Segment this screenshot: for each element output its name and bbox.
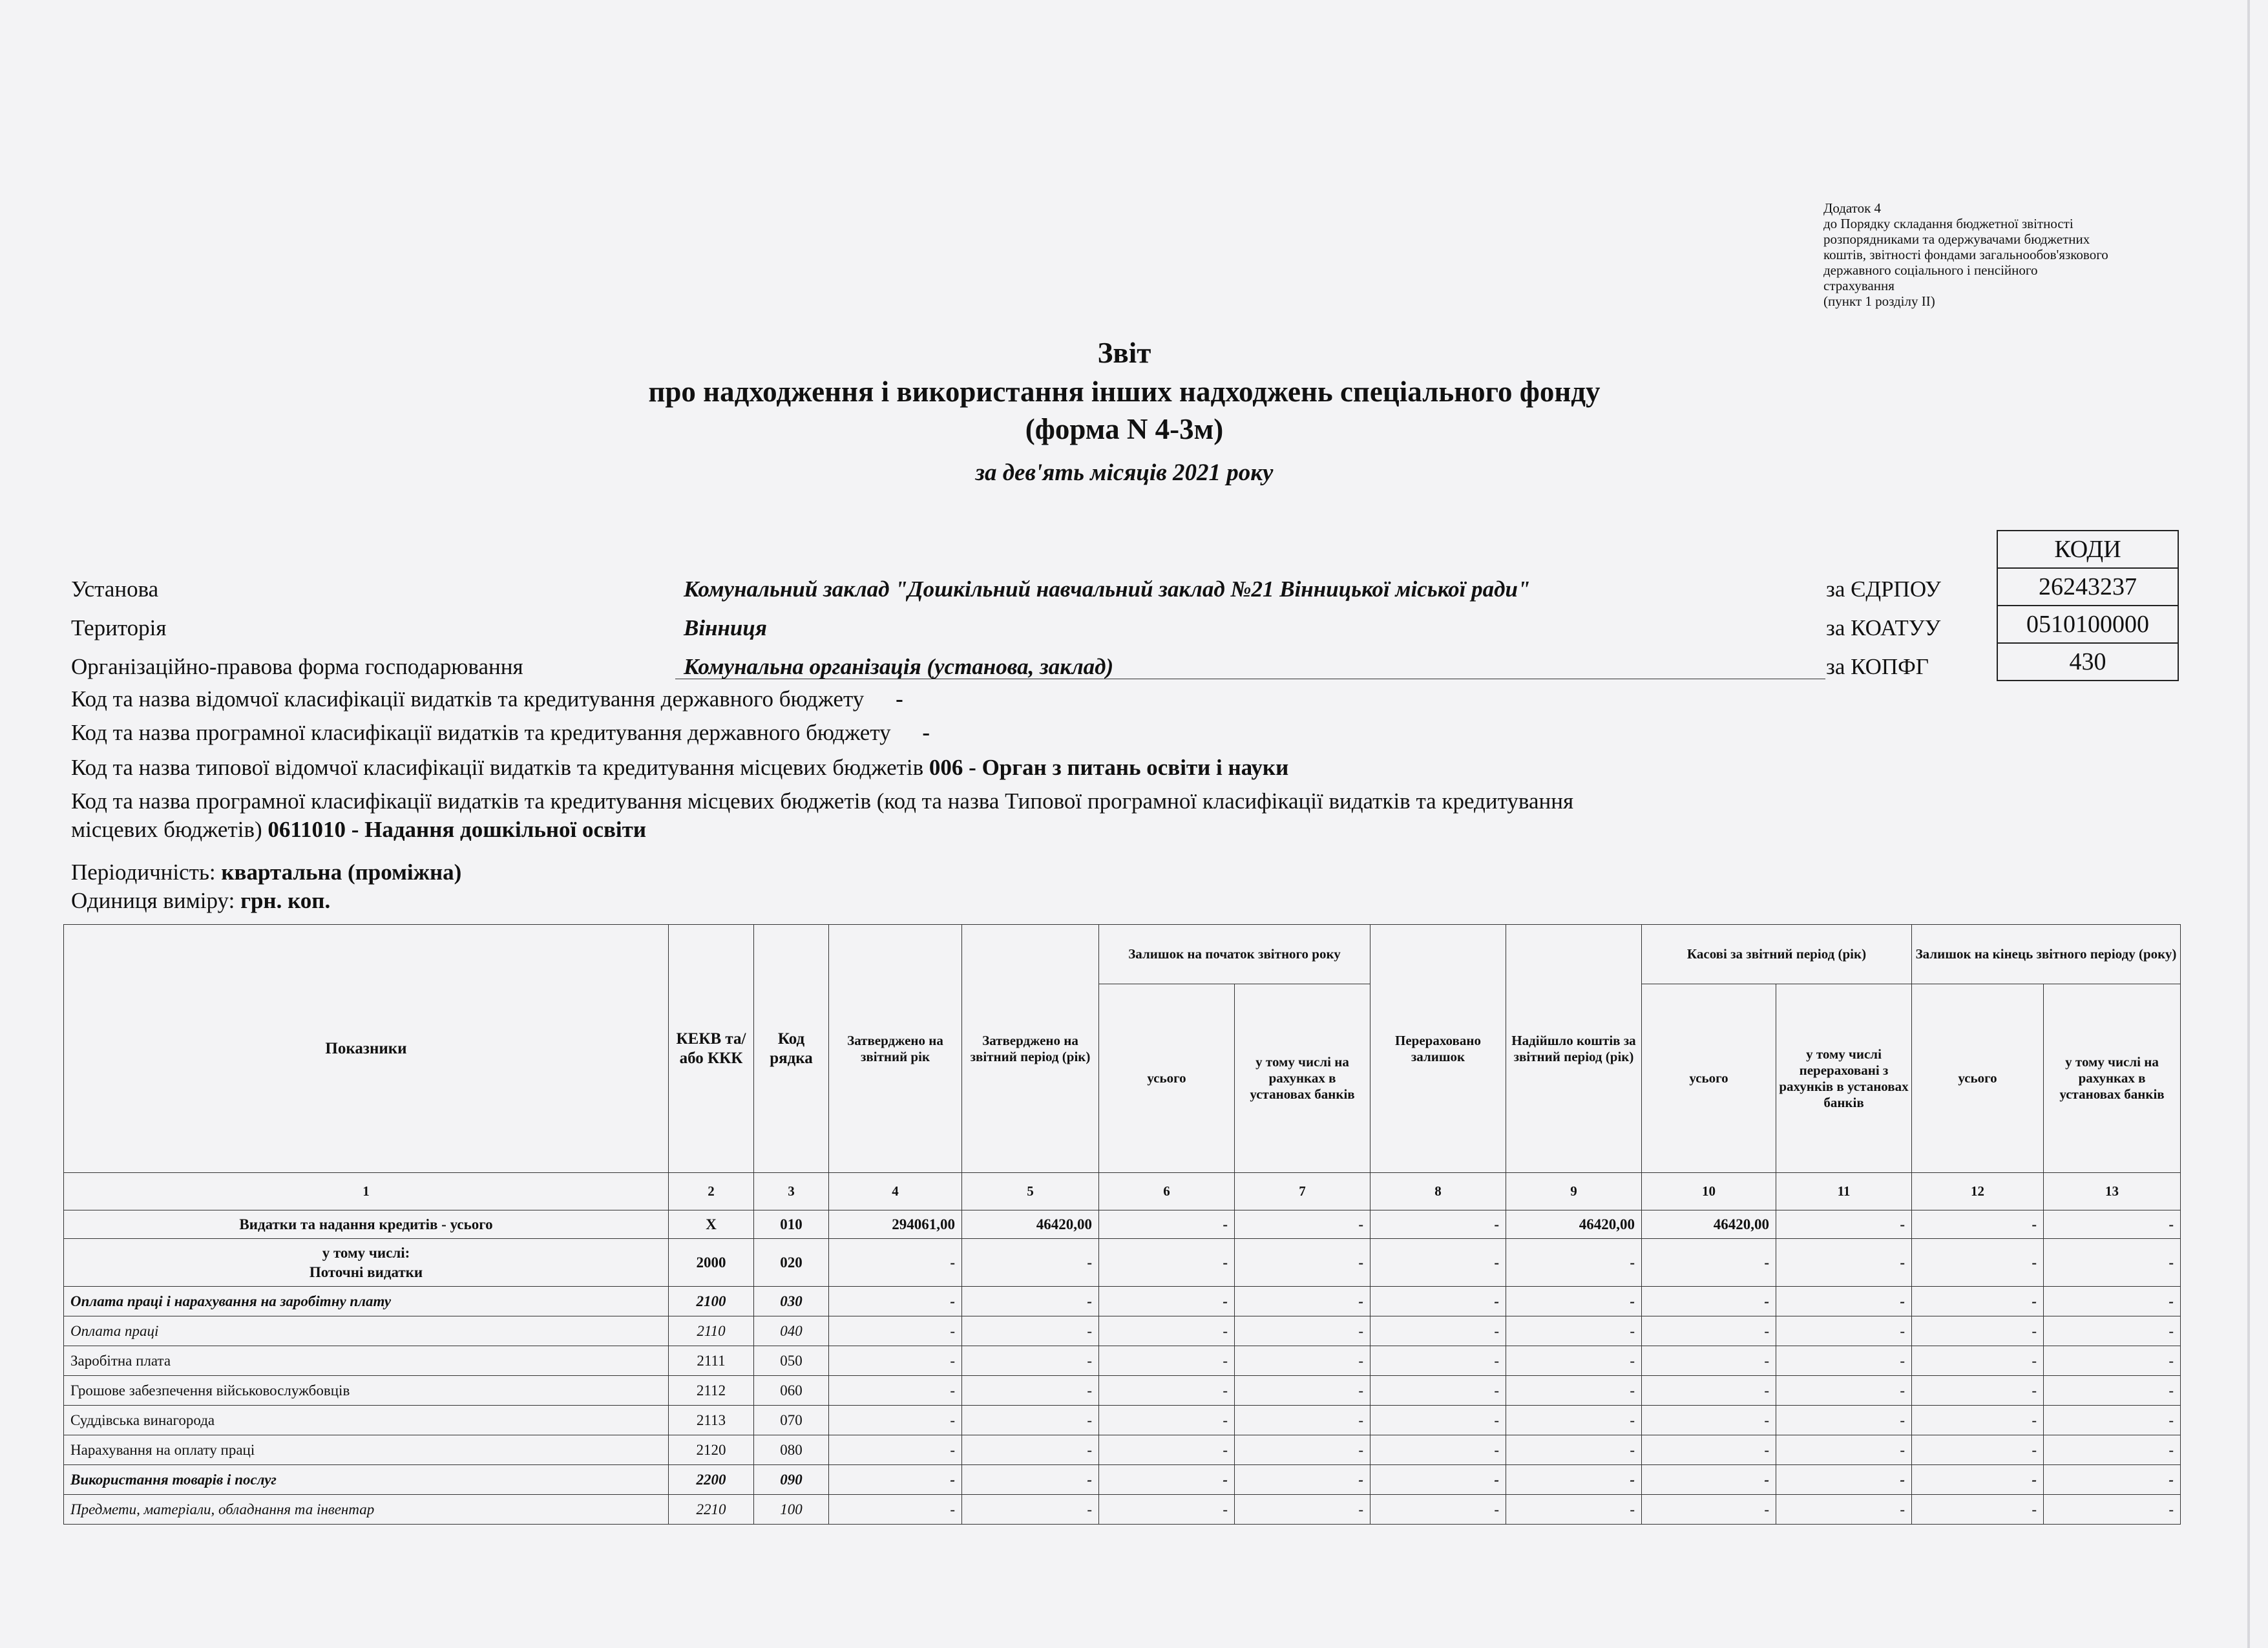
cell-c4: -	[829, 1435, 962, 1465]
cell-c11: -	[1776, 1406, 1912, 1435]
cell-c10: -	[1642, 1239, 1776, 1287]
local-prog-label-1: Код та назва програмної класифікації видатків та кредитування місцевих бюджетів (код та назва Типової програмної класифікації видатків та кредитування	[71, 788, 1574, 814]
cell-c8: -	[1370, 1435, 1506, 1465]
cell-c5: -	[962, 1239, 1099, 1287]
report-subtitle: про надходження і використання інших надходжень спеціального фонду	[648, 375, 1601, 408]
cell-c10: -	[1642, 1465, 1776, 1495]
cell-c7: -	[1235, 1435, 1370, 1465]
col-header-indicators: Показники	[64, 925, 669, 1173]
table-row	[64, 1406, 2181, 1435]
column-number: 6	[1099, 1173, 1235, 1210]
table-row	[64, 1495, 2181, 1525]
cell-kekv: 2210	[669, 1495, 754, 1525]
periodicity-line	[71, 860, 461, 885]
cell-c7: -	[1235, 1495, 1370, 1525]
row-name: Видатки та надання кредитів - усього	[64, 1210, 669, 1239]
row-name: Нарахування на оплату праці	[64, 1435, 669, 1465]
cell-kekv: 2111	[669, 1346, 754, 1376]
annex-line: державного соціального і пенсійного	[1823, 262, 2038, 278]
col-header-transferred-balance: Перераховано залишок	[1370, 925, 1506, 1173]
col-header-cash-total: усього	[1642, 984, 1776, 1173]
cell-c10: -	[1642, 1435, 1776, 1465]
local-dept-label: Код та назва типової відомчої класифікації видатків та кредитування місцевих бюджетів	[71, 755, 924, 780]
cell-c6: -	[1099, 1287, 1235, 1316]
cell-c8: -	[1370, 1210, 1506, 1239]
cell-c6: -	[1099, 1435, 1235, 1465]
cell-c10: -	[1642, 1495, 1776, 1525]
cell-c12: -	[1912, 1316, 2044, 1346]
codes-table	[1997, 530, 2179, 681]
row-name: Оплата праці і нарахування на заробітну плату	[64, 1287, 669, 1316]
cell-c13: -	[2044, 1465, 2181, 1495]
cell-c5: -	[962, 1376, 1099, 1406]
cell-c9: -	[1506, 1435, 1642, 1465]
cell-c9: -	[1506, 1287, 1642, 1316]
institution-label: Установа	[71, 576, 159, 602]
col-header-start-total: усього	[1099, 984, 1235, 1173]
cell-c8: -	[1370, 1465, 1506, 1495]
column-number: 5	[962, 1173, 1099, 1210]
cell-c4: 294061,00	[829, 1210, 962, 1239]
row-name: Заробітна плата	[64, 1346, 669, 1376]
cell-c7: -	[1235, 1406, 1370, 1435]
cell-c13: -	[2044, 1210, 2181, 1239]
column-number: 7	[1235, 1173, 1370, 1210]
col-header-received: Надійшло коштів за звітний період (рік)	[1506, 925, 1642, 1173]
cell-kekv: 2000	[669, 1239, 754, 1287]
cell-c4: -	[829, 1465, 962, 1495]
cell-kekv: 2120	[669, 1435, 754, 1465]
cell-c13: -	[2044, 1287, 2181, 1316]
table-row	[64, 1287, 2181, 1316]
cell-c12: -	[1912, 1287, 2044, 1316]
territory-value: Вінниця	[684, 615, 767, 640]
cell-code: 050	[754, 1346, 829, 1376]
cell-kekv: 2112	[669, 1376, 754, 1406]
cell-code: 070	[754, 1406, 829, 1435]
state-dept-line	[71, 686, 903, 712]
code-label-koatuu: за КОАТУУ	[1826, 615, 1941, 640]
table-row	[64, 1316, 2181, 1346]
codes-header: КОДИ	[1997, 531, 2178, 568]
cell-c12: -	[1912, 1346, 2044, 1376]
cell-c9: -	[1506, 1239, 1642, 1287]
cell-c8: -	[1370, 1376, 1506, 1406]
cell-c11: -	[1776, 1287, 1912, 1316]
code-label-kopfg: за КОПФГ	[1826, 654, 1929, 679]
cell-c12: -	[1912, 1239, 2044, 1287]
report-title: Звіт	[1097, 337, 1151, 369]
cell-c7: -	[1235, 1316, 1370, 1346]
cell-c11: -	[1776, 1495, 1912, 1525]
code-koatuu: 0510100000	[1997, 606, 2178, 643]
periodicity-value: квартальна (проміжна)	[221, 860, 462, 885]
cell-c9: -	[1506, 1376, 1642, 1406]
annex-line: страхування	[1823, 278, 1895, 293]
cell-c4: -	[829, 1239, 962, 1287]
column-number: 8	[1370, 1173, 1506, 1210]
table-row	[64, 1435, 2181, 1465]
cell-c10: -	[1642, 1346, 1776, 1376]
code-label-edrpou: за ЄДРПОУ	[1826, 576, 1941, 602]
cell-c13: -	[2044, 1376, 2181, 1406]
cell-c6: -	[1099, 1376, 1235, 1406]
col-header-end-banks: у тому числі на рахунках в установах банків	[2044, 984, 2181, 1173]
cell-c11: -	[1776, 1316, 1912, 1346]
annex-line: до Порядку складання бюджетної звітності	[1823, 216, 2074, 231]
cell-c6: -	[1099, 1316, 1235, 1346]
cell-c5: -	[962, 1495, 1099, 1525]
cell-code: 090	[754, 1465, 829, 1495]
cell-c8: -	[1370, 1316, 1506, 1346]
cell-c8: -	[1370, 1346, 1506, 1376]
cell-c10: 46420,00	[1642, 1210, 1776, 1239]
cell-c4: -	[829, 1287, 962, 1316]
cell-code: 010	[754, 1210, 829, 1239]
col-header-start-banks: у тому числі на рахунках в установах банків	[1235, 984, 1370, 1173]
col-header-kekv: КЕКВ та/або ККК	[669, 925, 754, 1173]
cell-c7: -	[1235, 1239, 1370, 1287]
column-number: 9	[1506, 1173, 1642, 1210]
cell-c6: -	[1099, 1346, 1235, 1376]
unit-label: Одиниця виміру:	[71, 888, 235, 913]
col-header-end-total: усього	[1912, 984, 2044, 1173]
cell-c11: -	[1776, 1435, 1912, 1465]
cell-c9: -	[1506, 1316, 1642, 1346]
cell-c9: -	[1506, 1465, 1642, 1495]
cell-c13: -	[2044, 1435, 2181, 1465]
table-row	[64, 1239, 2181, 1287]
cell-c10: -	[1642, 1406, 1776, 1435]
col-header-balance-end: Залишок на кінець звітного періоду (року)	[1912, 925, 2181, 984]
org-form-value: Комунальна організація (установа, заклад)	[684, 654, 1114, 679]
cell-c12: -	[1912, 1376, 2044, 1406]
cell-c5: -	[962, 1465, 1099, 1495]
cell-kekv: 2100	[669, 1287, 754, 1316]
state-dept-label: Код та назва відомчої класифікації видатків та кредитування державного бюджету	[71, 686, 865, 712]
cell-c9: -	[1506, 1406, 1642, 1435]
column-numbers-row	[64, 1173, 2181, 1210]
local-dept-value: 006 - Орган з питань освіти і науки	[929, 755, 1289, 780]
col-header-approved-period: Затверджено на звітний період (рік)	[962, 925, 1099, 1173]
cell-c6: -	[1099, 1406, 1235, 1435]
cell-c6: -	[1099, 1210, 1235, 1239]
annex-line: (пункт 1 розділу II)	[1823, 293, 1935, 309]
report-period: за дев'ять місяців 2021 року	[975, 460, 1274, 486]
cell-c4: -	[829, 1376, 962, 1406]
cell-c11: -	[1776, 1465, 1912, 1495]
cell-c8: -	[1370, 1239, 1506, 1287]
table-row	[64, 1346, 2181, 1376]
cell-c8: -	[1370, 1495, 1506, 1525]
row-name: Використання товарів і послуг	[64, 1465, 669, 1495]
local-prog-label-2: місцевих бюджетів)	[71, 817, 262, 842]
cell-code: 080	[754, 1435, 829, 1465]
cell-c11: -	[1776, 1239, 1912, 1287]
annex-line: Додаток 4	[1823, 200, 1882, 216]
cell-c12: -	[1912, 1495, 2044, 1525]
org-form-label: Організаційно-правова форма господарювання	[71, 654, 523, 679]
cell-c10: -	[1642, 1287, 1776, 1316]
table-row	[64, 1465, 2181, 1495]
row-name: Суддівська винагорода	[64, 1406, 669, 1435]
periodicity-label: Періодичність:	[71, 860, 216, 885]
cell-c7: -	[1235, 1465, 1370, 1495]
territory-label: Територія	[71, 615, 167, 640]
local-prog-line-2	[71, 817, 646, 843]
cell-c11: -	[1776, 1376, 1912, 1406]
cell-c13: -	[2044, 1346, 2181, 1376]
cell-c5: -	[962, 1287, 1099, 1316]
cell-c10: -	[1642, 1316, 1776, 1346]
code-kopfg: 430	[1997, 643, 2178, 681]
column-number: 1	[64, 1173, 669, 1210]
column-number: 10	[1642, 1173, 1776, 1210]
cell-c7: -	[1235, 1210, 1370, 1239]
cell-c7: -	[1235, 1376, 1370, 1406]
column-number: 13	[2044, 1173, 2181, 1210]
cell-c11: -	[1776, 1346, 1912, 1376]
cell-c5: -	[962, 1316, 1099, 1346]
cell-kekv: 2200	[669, 1465, 754, 1495]
cell-c7: -	[1235, 1287, 1370, 1316]
col-header-cash: Касові за звітний період (рік)	[1642, 925, 1912, 984]
table-body	[64, 1210, 2181, 1525]
row-name-line: Поточні видатки	[309, 1263, 423, 1280]
page-edge	[2247, 0, 2250, 1648]
report-table	[63, 924, 2181, 1525]
col-header-balance-start: Залишок на початок звітного року	[1099, 925, 1370, 984]
state-prog-value: -	[922, 720, 930, 745]
cell-code: 100	[754, 1495, 829, 1525]
cell-c13: -	[2044, 1316, 2181, 1346]
institution-value: Комунальний заклад "Дошкільний навчальний заклад №21 Вінницької міської ради"	[684, 576, 1531, 602]
state-prog-label: Код та назва програмної класифікації видатків та кредитування державного бюджету	[71, 720, 891, 745]
cell-code: 040	[754, 1316, 829, 1346]
cell-c13: -	[2044, 1406, 2181, 1435]
cell-c5: 46420,00	[962, 1210, 1099, 1239]
report-form-number: (форма N 4-3м)	[1025, 413, 1224, 445]
cell-c9: -	[1506, 1346, 1642, 1376]
cell-c10: -	[1642, 1376, 1776, 1406]
local-dept-line	[71, 755, 1288, 781]
table-row	[64, 1210, 2181, 1239]
column-number: 3	[754, 1173, 829, 1210]
col-header-row-code: Код рядка	[754, 925, 829, 1173]
cell-c5: -	[962, 1435, 1099, 1465]
cell-c12: -	[1912, 1465, 2044, 1495]
cell-c8: -	[1370, 1287, 1506, 1316]
cell-c7: -	[1235, 1346, 1370, 1376]
cell-code: 060	[754, 1376, 829, 1406]
cell-c4: -	[829, 1495, 962, 1525]
cell-c6: -	[1099, 1465, 1235, 1495]
cell-c5: -	[962, 1406, 1099, 1435]
cell-kekv: 2113	[669, 1406, 754, 1435]
unit-value: грн. коп.	[240, 888, 331, 913]
cell-c11: -	[1776, 1210, 1912, 1239]
cell-c12: -	[1912, 1210, 2044, 1239]
cell-c9: -	[1506, 1495, 1642, 1525]
col-header-cash-incl: у тому числі перераховані з рахунків в установах банків	[1776, 984, 1912, 1173]
cell-c9: 46420,00	[1506, 1210, 1642, 1239]
column-number: 11	[1776, 1173, 1912, 1210]
row-name	[64, 1239, 669, 1287]
cell-c12: -	[1912, 1406, 2044, 1435]
cell-kekv: X	[669, 1210, 754, 1239]
annex-line: коштів, звітності фондами загальнообов'язкового	[1823, 247, 2108, 262]
cell-c6: -	[1099, 1239, 1235, 1287]
row-name: Грошове забезпечення військовослужбовців	[64, 1376, 669, 1406]
cell-c6: -	[1099, 1495, 1235, 1525]
cell-code: 020	[754, 1239, 829, 1287]
cell-c13: -	[2044, 1239, 2181, 1287]
cell-c4: -	[829, 1346, 962, 1376]
cell-c5: -	[962, 1346, 1099, 1376]
cell-c12: -	[1912, 1435, 2044, 1465]
column-number: 12	[1912, 1173, 2044, 1210]
local-prog-value: 0611010 - Надання дошкільної освіти	[268, 817, 646, 842]
cell-c4: -	[829, 1406, 962, 1435]
cell-c13: -	[2044, 1495, 2181, 1525]
column-number: 4	[829, 1173, 962, 1210]
annex-line: розпорядниками та одержувачами бюджетних	[1823, 231, 2090, 247]
state-dept-value: -	[896, 686, 903, 712]
cell-c8: -	[1370, 1406, 1506, 1435]
column-number: 2	[669, 1173, 754, 1210]
row-name: Оплата праці	[64, 1316, 669, 1346]
row-name-line: у тому числі:	[322, 1244, 410, 1261]
cell-kekv: 2110	[669, 1316, 754, 1346]
state-prog-line	[71, 720, 930, 746]
cell-c4: -	[829, 1316, 962, 1346]
code-edrpou: 26243237	[1997, 568, 2178, 606]
unit-line	[71, 888, 330, 914]
row-name: Предмети, матеріали, обладнання та інвентар	[64, 1495, 669, 1525]
col-header-approved-year: Затверджено на звітний рік	[829, 925, 962, 1173]
cell-code: 030	[754, 1287, 829, 1316]
table-row	[64, 1376, 2181, 1406]
annex-note	[1823, 200, 2185, 309]
